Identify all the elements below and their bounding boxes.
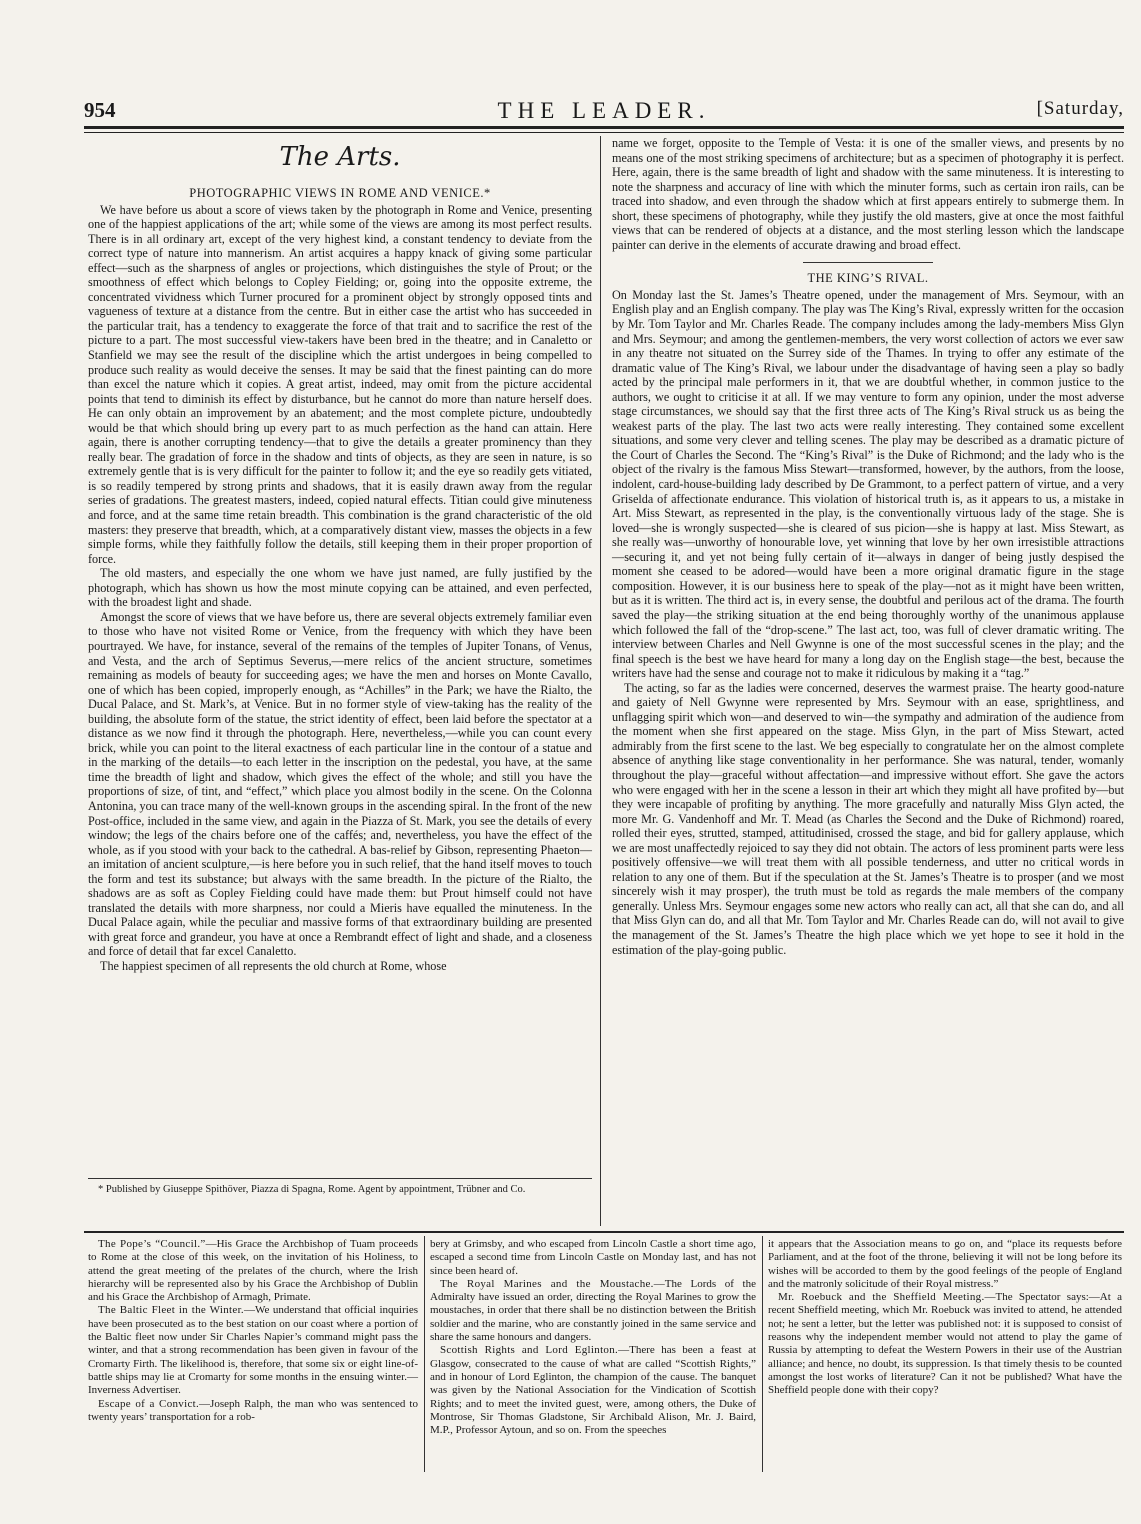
article-title-kings-rival: THE KING’S RIVAL. <box>807 271 929 286</box>
brief-heading: Escape of a Convict. <box>98 1397 200 1410</box>
newspaper-title: THE LEADER. <box>497 98 711 123</box>
photographic-article-body <box>88 203 592 974</box>
brief-text: —The Spectator says:—At a recent Sheffield meeting, which Mr. Roebuck was invited to attend, he attended not; he sent a letter, but the letter was published not: it is supposed to consist of reasons why the independent member would not attend to play the game of Russia by attempting to defeat the Western Powers in their use of the Austrian alliance; and hence, no doubt, its suppression. Is that timely thesis to be counted amongst the lost works of literature? Can it not be published? What have the Sheffield people done with their copy? <box>768 1291 1122 1397</box>
article-paragraph: name we forget, opposite to the Temple of Vesta: it is one of the smaller views, and presents by no means one of the most striking specimens of architecture; but as a specimen of photography it is perfect. Here, again, there is the same breadth of light and shadow with the same minuteness. It is interesting to note the sharpness and accuracy of line with which the minuter forms, such as certain iron rails, can be traced into shadow, and even through the shadow which at first appears entirely to submerge them. In short, these specimens of photography, while they justify the old masters, give at once the most faithful views that can be rendered of objects at a distance, and the most sterling lesson which the landscape painter can derive in the elements of accurate drawing and broad effect. <box>612 136 1124 252</box>
brief-item <box>88 1398 418 1425</box>
brief-item <box>430 1344 756 1437</box>
issue-day: [Saturday, <box>1036 98 1124 119</box>
brief-heading: Mr. Roebuck and the Sheffield Meeting. <box>778 1291 985 1304</box>
footnote <box>88 1184 592 1197</box>
brief-item <box>430 1238 756 1278</box>
briefs-column-2 <box>430 1238 756 1437</box>
left-column <box>88 138 592 974</box>
brief-item <box>768 1238 1122 1291</box>
brief-text: —There has been a feast at Glasgow, consecrated to the cause of what are called “Scottish Rights,” and in honour of Lord Eglinton, the champion of the cause. The banquet was given by the National Association for the Vindication of Scottish Rights; and to meet the invited guest, were, among others, the Duke of Montrose, Sir Thomas Gladstone, Sir Archibald Alison, Mr. J. Baird, M.P., Professor Aytoun, and so on. From the speeches <box>430 1344 757 1437</box>
article-title-photographic-views: PHOTOGRAPHIC VIEWS IN ROME AND VENICE.* <box>189 186 491 200</box>
right-column <box>612 136 1124 957</box>
brief-heading: Scottish Rights and Lord Eglinton. <box>440 1344 619 1357</box>
masthead-rule-thin <box>84 132 1124 133</box>
briefs-column-3 <box>768 1238 1122 1398</box>
article-paragraph: We have before us about a score of views taken by the photograph in Rome and Venice, presenting one of the happiest applications of the art; while some of the views are among its most perfect results. There is in all ordinary art, except of the very highest kind, a constant tendency to deviate from the correct type of nature into mannerism. An artist acquires a happy knack of giving some particular effect—such as the sharpness of angles or projections, which distinguishes the style of Prout; or the smoothness of effect which belongs to Copley Fielding; or, going into the opposite extreme, the concentrated vividness which Turner procured for a prominent object by strongly opposed tints and vagueness of texture at a distance from the centre. But in either case the artist who has succeeded in the particular trait, has a tendency to exaggerate the force of that trait and to sacrifice the rest of the picture to a part. The most successful view-takers have been bred in the theatre; and in Canaletto or Stanfield we may see the result of the discipline which the artist undergoes in being compelled to produce such reality as would deceive the senses. It may be said that the finest painting can do more than excel the nature which it copies. A great artist, indeed, may omit from the picture accidental points that tend to diminish its effect by disturbance, but he cannot do more than nature herself does. He can only obtain an improvement by an abatement; and the most complete picture, undoubtedly would be that which should bring up every part to as much perfection as the hand can attain. Here again, there is another corrupting tendency—that to give the details a greater prominency than they really bear. The gradation of force in the shadow and tints of objects, as they are seen in nature, is so extremely gentle that is is very difficult for the painter to follow it; and the eye so readily gets vitiated, is so readily tempered by strong prints and shadows, that it is easily drawn away from the regular series of gradations. The greatest masters, indeed, copied natural effects. Titian could give minuteness and force, and at the same time retain breadth. This combination is the grand characteristic of the old masters: they preserve that breadth, which, at a comparatively distant view, masses the objects in a few simple forms, while they faithfully follow the details, still keeping them in their proper proportion of force. <box>88 202 592 566</box>
briefs-divider <box>762 1236 763 1472</box>
footnote-text: * Published by Giuseppe Spithöver, Piazza di Spagna, Rome. Agent by appointment, Trübner and Co. <box>98 1184 526 1195</box>
brief-text: —His Grace the Archbishop of Tuam proceeds to Rome at the close of this week, on the invitation of his Holiness, to attend the great meeting of the prelates of the church, where the Irish hierarchy will be represented also by his Grace the Archbishop of Dublin and his Grace the Archbishop of Armagh, Primate. <box>88 1238 418 1304</box>
brief-text: —We understand that official inquiries have been prosecuted as to the best station on our coast where a portion of the Baltic fleet now under Sir Charles Napier’s command might pass the winter, and that a strong recommendation has been given in favour of the Cromarty Firth. The likelihood is, therefore, that some six or eight line-of-battle ships may lie at Cromarty for some months in the ensuing winter.—Inverness Advertiser. <box>88 1304 418 1397</box>
brief-text: —The Lords of the Admiralty have issued an order, directing the Royal Marines to grow the moustaches, in order that there shall be no distinction between the British soldier and the marine, who are constantly joined in the same service and share the same honours and dangers. <box>430 1277 756 1344</box>
article-paragraph: The acting, so far as the ladies were concerned, deserves the warmest praise. The hearty good-nature and gaiety of Nell Gwynne were represented by Mrs. Seymour with an ease, sprightliness, and unflagging spirit which won—and deserved to win—the sympathy and admiration of the audience from the moment when she first appeared on the stage. Miss Glyn, in the part of Miss Stewart, acted admirably from the first scene to the last. We beg especially to congratulate her on the almost complete absence of anything like stage conventionality in her performance. She was natural, tender, womanly throughout the play—graceful without affectation—and impressive without effort. She gave the actors who were engaged with her in the scene a lesson in their art which they might all have profited by—but they were incapable of profiting by anything. The more gracefully and naturally Miss Glyn acted, the more Mr. G. Vandenhoff and Mr. T. Mead (as Charles the Second and the Duke of Richmond) roared, rolled their eyes, strutted, stamped, attitudinised, crossed the stage, and bid for gallery applause, which we are most unaffectedly rejoiced to say they did not obtain. The actors of less prominent parts were less positively offensive—we will treat them with all possible tenderness, and utter no critical words in relation to any one of them. But if the speculation at the St. James’s Theatre is to prosper (and we most sincerely wish it may prosper), the truth must be told as regards the male members of the company generally. Unless Mrs. Seymour engages some new actors who really can act, all that she can do, and all that Miss Glyn can do, and all that Mr. Tom Taylor and Mr. Charles Reade can do, will not avail to give the management of the St. James’s Theatre the high place which we yet hope to see it hold in the estimation of the play-going public. <box>612 680 1124 957</box>
article-separator <box>803 252 933 263</box>
brief-item <box>88 1304 418 1397</box>
briefs-rule <box>84 1231 1124 1233</box>
brief-heading: The Pope’s “Council.” <box>98 1238 206 1250</box>
brief-text: it appears that the Association means to go on, and “place its requests before Parliament, and at the foot of the throne, believing it will not be long before its wishes will be accorded to them by the good feelings of the people of England and the matronly solicitude of their Royal mistress.” <box>768 1238 1122 1290</box>
brief-item <box>768 1291 1122 1397</box>
brief-item <box>430 1278 756 1344</box>
brief-heading: The Baltic Fleet in the Winter. <box>98 1304 244 1317</box>
page-number: 954 <box>84 98 116 122</box>
article-paragraph: Amongst the score of views that we have before us, there are several objects extremely familiar even to those who have not visited Rome or Venice, from the frequency with which they have been pourtrayed. We have, for instance, several of the remains of the temples of Jupiter Tonans, of Venus, and Vesta, and the arch of Septimus Severus,—mere relics of the ancient structure, sometimes remaining as models of beauty for succeeding ages; we have the men and horses on Monte Cavallo, one of which has been copied, improperly enough, as “Achilles” in the Park; we have the Rialto, the Ducal Palace, and St. Mark’s, at Venice. But in no former style of view-taking has the reality of the building, the absolute form of the statue, the strict identity of effect, been laid before the spectator at a distance as we now find it through the photograph. Here, nevertheless,—while you can count every brick, while you can point to the literal exactness of each particular line in the contour of a statue and in the marking of the details—to each letter in the inscription on the pedestal, you have, at the same time the breadth of light and shadow, which gives the effect of the whole; and still you have the proportions of size, of tint, and “effect,” which place you almost bodily in the scene. On the Colonna Antonina, you can trace many of the well-known groups in the ascending spiral. In the front of the new Post-office, included in the same view, and again in the Piazza of St. Mark, you see the details of every window; the legs of the chairs before one of the caffés; and, nevertheless, you have the effect of the whole, as if you stood with your back to the cathedral. A bas-relief by Gibson, representing Phaeton—an imitation of ancient sculpture,—is here before you in such relief, that the hand itself moves to touch the form and test its substance; but always with the same breadth. In the picture of the Rialto, the shadows are as soft as Copley Fielding could have made them: but Prout himself could not have translated the details with more sharpness, nor could a Mieris have equalled the minuteness. In the Ducal Palace again, while the peculiar and massive forms of that extraordinary building are presented with great force and grandeur, you have at once a Rembrandt effect of light and shade, and a closeness and force of detail that far excel Canaletto. <box>88 609 592 959</box>
brief-heading: The Royal Marines and the Moustache. <box>440 1277 654 1290</box>
brief-text: bery at Grimsby, and who escaped from Lincoln Castle a short time ago, escaped a second time from Lincoln Castle on Monday last, and has not since been heard of. <box>430 1238 756 1277</box>
masthead <box>84 98 1124 124</box>
footnote-rule <box>88 1178 592 1179</box>
briefs-column-1 <box>88 1238 418 1424</box>
section-title: The Arts. <box>279 142 401 172</box>
brief-item <box>88 1238 418 1304</box>
briefs-divider <box>424 1236 425 1472</box>
brief-text: —Joseph Ralph, the man who was sentenced to twenty years’ transportation for a rob- <box>88 1397 418 1423</box>
article-paragraph: The old masters, and especially the one whom we have just named, are fully justified by the photograph, which has shown us how the most minute copying can be attained, and even perfected, with the broadest light and shade. <box>88 566 592 610</box>
article-paragraph: The happiest specimen of all represents the old church at Rome, whose <box>100 958 447 973</box>
masthead-rule <box>84 126 1124 129</box>
column-divider <box>600 136 601 1226</box>
article-paragraph: On Monday last the St. James’s Theatre opened, under the management of Mrs. Seymour, with an English play and an English company. The play was The King’s Rival, expressly written for the occasion by Mr. Tom Taylor and Mr. Charles Reade. The company includes among the lady-members Miss Glyn and Mrs. Seymour; and among the gentlemen-members, the very worst collection of actors we ever saw in any theatre not situated on the Surrey side of the Thames. In trying to offer any estimate of the dramatic value of The King’s Rival, we labour under the disadvantage of having seen a play so badly acted by the principal male performers in it, that we are doubtful whether, in common justice to the authors, we ought to criticise it at all. If we may venture to form any opinion, under the most adverse stage circumstances, we should say that the first three acts of The King’s Rival struck us as being the weakest parts of the play. The last two acts were really interesting. They contained some excellent situations, and some very clever and telling scenes. The play may be described as a dramatic picture of the Court of Charles the Second. The “King’s Rival” is the Duke of Richmond; and the lady who is the object of the rivalry is the famous Miss Stewart—transformed, however, by the authors, from the loose, indolent, card-house-building lady described by De Grammont, to a perfect pattern of virtue, and a very Griselda of affectionate endurance. This violation of historical truth is, as it appears to us, a mistake in Art. Miss Stewart, as represented in the play, is the conventionally virtuous lady of the stage. She is loved—she is wrongly suspected—she is cleared of sus picion—she is happy at last. Miss Stewart, as she really was—unworthy of honourable love, yet winning that love by her own irresistible attractions —securing it, and yet not being fully certain of it—always in danger of being justly despised the moment she ceased to be adored—would have been a more original dramatic figure in the stage composition. However, it is our business here to speak of the play—not as it might have been written, but as it is written. The third act is, in every sense, the doubtful and perilous act of the drama. The fourth saved the play—the striking situation at the end being thoroughly worthy of the unanimous applause which followed the fall of the “drop-scene.” The last act, too, was full of clever dramatic writing. The interview between Charles and Nell Gwynne is one of the most successful scenes in the play; and the final speech is the best we have heard for many a long day on the English stage—the best, because the writers have had the sense and courage not to make it ridiculous by making it a “tag.” <box>612 287 1124 681</box>
